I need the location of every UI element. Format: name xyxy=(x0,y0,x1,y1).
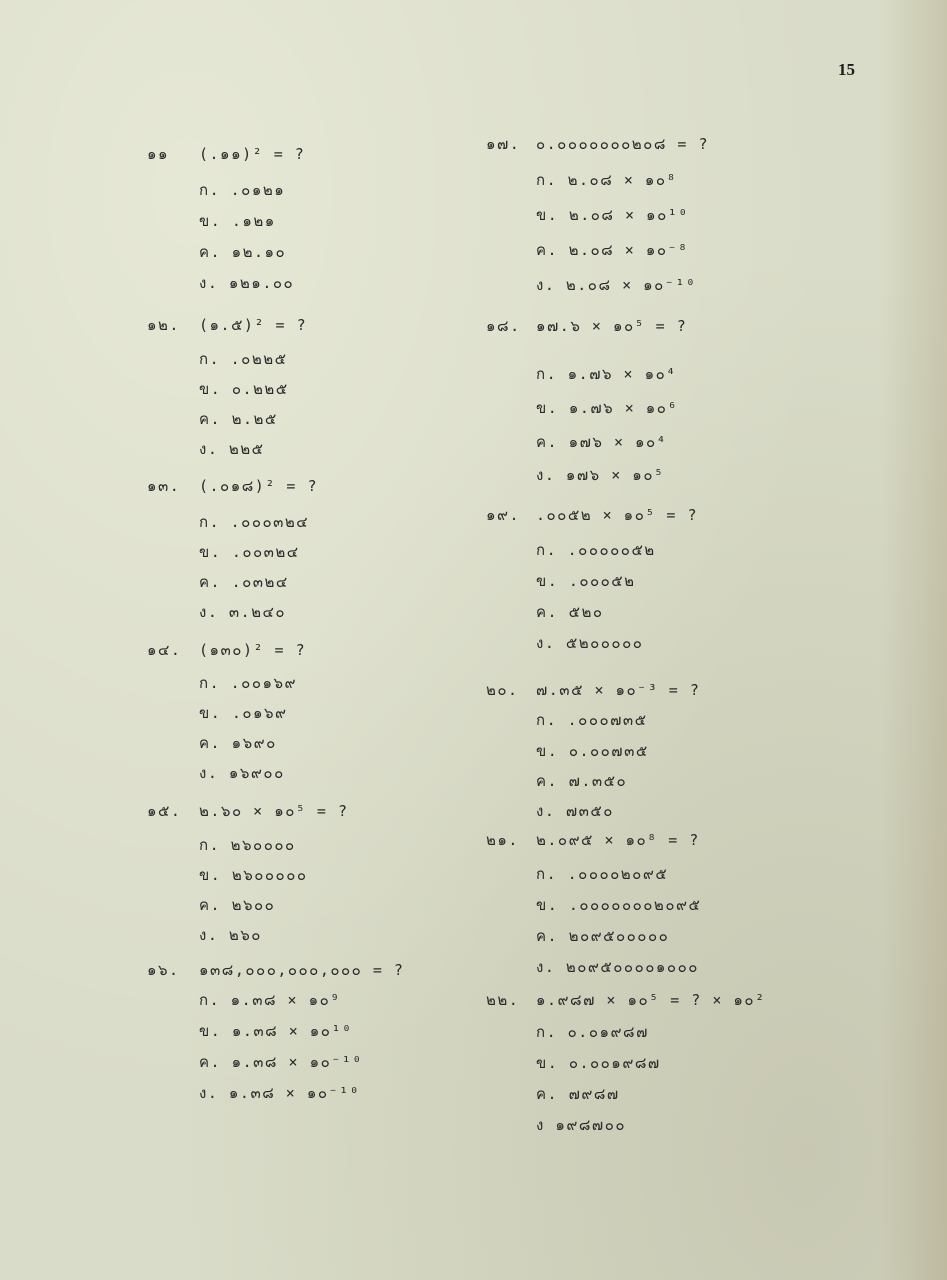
question-stem: ๒.๐๙๕ × ๑๐⁸ = ? xyxy=(536,831,700,849)
choice-kho: ข. .๐๑๖๙ xyxy=(199,704,288,722)
choice-kho: ข. ๐.๐๐๗๓๕ xyxy=(536,742,649,760)
question-stem: .๐๐๕๒ × ๑๐⁵ = ? xyxy=(536,506,699,524)
choice-ko: ก. .๐๐๐๗๓๕ xyxy=(536,711,648,729)
question-14 xyxy=(147,638,306,783)
choice-ngo: ง. ๑๖๙๐๐ xyxy=(199,764,285,782)
choice-ko: ก. .๐๐๐๓๒๔ xyxy=(199,513,310,531)
question-16 xyxy=(147,958,404,1103)
choice-kho-khwai: ค. ๑๒.๑๐ xyxy=(199,243,287,261)
question-13 xyxy=(147,474,318,622)
question-18 xyxy=(486,314,687,485)
choice-ko: ก. .๐๑๒๑ xyxy=(199,181,286,199)
choice-ko: ก. .๐๐๐๐๐๕๒ xyxy=(536,541,656,559)
choice-ngo: ง. ๒๒๕ xyxy=(199,440,265,458)
question-17 xyxy=(486,132,709,295)
question-number: ๑๔. xyxy=(147,641,182,659)
question-stem: (๑๓๐)² = ? xyxy=(199,641,307,659)
question-20 xyxy=(486,678,700,821)
choice-kho-khwai: ค. ๒.๒๕ xyxy=(199,410,278,428)
question-number: ๒๒. xyxy=(486,991,520,1009)
question-number: ๑๓. xyxy=(147,477,181,495)
question-15 xyxy=(147,799,349,945)
choice-kho: ข. ๑.๓๘ × ๑๐¹⁰ xyxy=(199,1022,353,1040)
question-number: ๒๐. xyxy=(486,681,519,699)
choice-kho: ข. .๐๐๐๕๒ xyxy=(536,572,636,590)
choice-ko: ก. ๑.๓๘ × ๑๐⁹ xyxy=(199,991,341,1009)
question-stem: ๐.๐๐๐๐๐๐๐๒๐๘ = ? xyxy=(536,135,710,153)
choice-ngo: ง. ๕๒๐๐๐๐๐ xyxy=(536,634,644,652)
choice-kho: ข. .๐๐๓๒๔ xyxy=(199,543,300,561)
choice-ngo: ง. ๒๐๙๕๐๐๐๐๑๐๐๐ xyxy=(536,958,699,976)
question-stem: ๒.๖๐ × ๑๐⁵ = ? xyxy=(199,802,349,820)
choice-kho: ข. ๒.๐๘ × ๑๐¹⁰ xyxy=(536,206,689,224)
choice-kho-khwai: ค. ๑๖๙๐ xyxy=(199,734,277,752)
question-number: ๑๘. xyxy=(486,317,521,335)
choice-kho: ข. ๑.๗๖ × ๑๐⁶ xyxy=(536,399,678,417)
choice-ko: ก. .๐๒๒๕ xyxy=(199,350,288,368)
question-number: ๑๗. xyxy=(486,135,521,153)
choice-ko: ก. ๐.๐๑๙๘๗ xyxy=(536,1023,649,1041)
choice-ngo: ง. ๓.๒๔๐ xyxy=(199,603,287,621)
choice-ko: ก. ๒.๐๘ × ๑๐⁸ xyxy=(536,171,678,189)
choice-kho-khwai: ค. ๒๐๙๕๐๐๐๐๐ xyxy=(536,927,670,945)
choice-kho-khwai: ค. ๒๖๐๐ xyxy=(199,896,276,914)
choice-kho-khwai: ค. ๑.๓๘ × ๑๐⁻¹⁰ xyxy=(199,1053,363,1071)
choice-kho: ข. .๑๒๑ xyxy=(199,212,276,230)
choice-ngo: ง ๑๙๘๗๐๐ xyxy=(536,1116,627,1134)
question-number: ๑๖. xyxy=(147,961,180,979)
choice-ngo: ง. ๒.๐๘ × ๑๐⁻¹⁰ xyxy=(536,276,697,294)
choice-kho: ข. ๐.๐๐๑๙๘๗ xyxy=(536,1054,661,1072)
question-stem: ๑๓๘,๐๐๐,๐๐๐,๐๐๐ = ? xyxy=(199,961,405,979)
choice-ko: ก. ๑.๗๖ × ๑๐⁴ xyxy=(536,365,677,383)
question-number: ๑๒. xyxy=(147,316,180,334)
question-19 xyxy=(486,503,698,653)
question-stem: ๑๗.๖ × ๑๐⁵ = ? xyxy=(536,317,688,335)
question-number: ๑๕. xyxy=(147,802,182,820)
choice-ngo: ง. ๒๖๐ xyxy=(199,926,262,944)
question-22 xyxy=(486,988,766,1135)
choice-ngo: ง. ๑๒๑.๐๐ xyxy=(199,274,295,292)
choice-ngo: ง. ๑๗๖ × ๑๐⁵ xyxy=(536,466,665,484)
question-stem: (.๑๑)² = ? xyxy=(199,145,306,163)
choice-kho: ข. .๐๐๐๐๐๐๐๒๐๙๕ xyxy=(536,896,702,914)
choice-kho-khwai: ค. ๒.๐๘ × ๑๐⁻⁸ xyxy=(536,241,689,259)
question-12 xyxy=(147,313,307,459)
question-stem: ๗.๓๕ × ๑๐⁻³ = ? xyxy=(536,681,701,699)
choice-ko: ก. ๒๖๐๐๐๐ xyxy=(199,836,296,854)
choice-ngo: ง. ๑.๓๘ × ๑๐⁻¹⁰ xyxy=(199,1084,361,1102)
choice-kho-khwai: ค. ๗๙๘๗ xyxy=(536,1085,620,1103)
choice-ko: ก. .๐๐๐๐๒๐๙๕ xyxy=(536,865,669,883)
question-stem: (๑.๕)² = ? xyxy=(199,316,308,334)
choice-kho: ข. ๐.๒๒๕ xyxy=(199,380,289,398)
question-number: ๑๙. xyxy=(486,506,521,524)
choice-kho-khwai: ค. ๕๒๐ xyxy=(536,603,604,621)
question-21 xyxy=(486,828,701,977)
choice-ko: ก. .๐๐๑๖๙ xyxy=(199,674,298,692)
question-stem: (.๐๑๘)² = ? xyxy=(199,477,318,495)
question-11 xyxy=(147,142,305,293)
choice-ngo: ง. ๗๓๕๐ xyxy=(536,802,614,820)
page-number: 15 xyxy=(838,60,855,79)
question-number: ๑๑ xyxy=(147,145,170,163)
choice-kho: ข. ๒๖๐๐๐๐๐ xyxy=(199,866,308,884)
choice-kho-khwai: ค. .๐๓๒๔ xyxy=(199,573,289,591)
question-stem: ๑.๙๘๗ × ๑๐⁵ = ? × ๑๐² xyxy=(536,991,766,1009)
choice-kho-khwai: ค. ๑๗๖ × ๑๐⁴ xyxy=(536,433,668,451)
choice-kho-khwai: ค. ๗.๓๕๐ xyxy=(536,772,628,790)
question-number: ๒๑. xyxy=(486,831,519,849)
